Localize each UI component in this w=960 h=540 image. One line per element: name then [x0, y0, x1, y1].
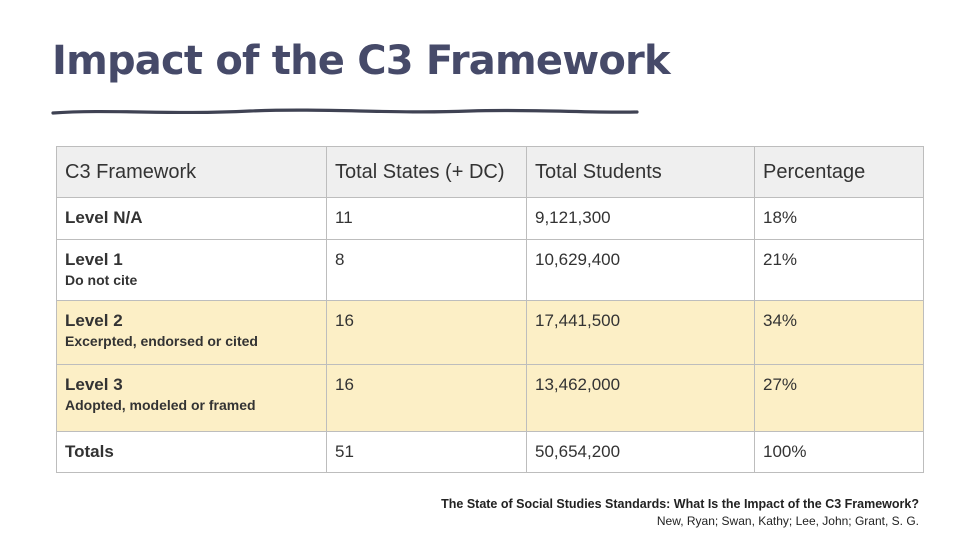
level-cell: [57, 198, 327, 240]
level-cell: [57, 240, 327, 301]
totals-label: Totals: [65, 442, 114, 461]
states-cell: 16: [327, 365, 527, 432]
level-cell: [57, 432, 327, 473]
students-cell: 13,462,000: [527, 365, 755, 432]
students-cell: 9,121,300: [527, 198, 755, 240]
header-total-students: Total Students: [527, 147, 755, 198]
level-note: Excerpted, endorsed or cited: [65, 333, 258, 349]
source-citation: [441, 496, 919, 530]
level-note: Do not cite: [65, 272, 138, 288]
level-cell: [57, 301, 327, 365]
c3-framework-table: [56, 146, 924, 473]
table-row-totals: [57, 432, 924, 473]
states-cell: 11: [327, 198, 527, 240]
states-cell: 16: [327, 301, 527, 365]
slide-title: Impact of the C3 Framework: [52, 38, 670, 84]
table-header-row: [57, 147, 924, 198]
citation-title: The State of Social Studies Standards: What Is the Impact of the C3 Framework?: [441, 497, 919, 511]
percentage-cell: 18%: [755, 198, 924, 240]
level-label: Level 3: [65, 375, 123, 394]
header-percentage: Percentage: [755, 147, 924, 198]
header-c3-framework: C3 Framework: [57, 147, 327, 198]
students-cell: 50,654,200: [527, 432, 755, 473]
states-cell: 8: [327, 240, 527, 301]
level-label: Level 2: [65, 311, 123, 330]
title-underline: [50, 102, 640, 122]
students-cell: 10,629,400: [527, 240, 755, 301]
percentage-cell: 100%: [755, 432, 924, 473]
table-row-level-2: [57, 301, 924, 365]
table-row-level-1: [57, 240, 924, 301]
students-cell: 17,441,500: [527, 301, 755, 365]
states-cell: 51: [327, 432, 527, 473]
percentage-cell: 34%: [755, 301, 924, 365]
percentage-cell: 27%: [755, 365, 924, 432]
table-row-level-3: [57, 365, 924, 432]
level-cell: [57, 365, 327, 432]
percentage-cell: 21%: [755, 240, 924, 301]
level-label: Level 1: [65, 250, 123, 269]
header-total-states: Total States (+ DC): [327, 147, 527, 198]
table-row-level-na: [57, 198, 924, 240]
citation-authors: New, Ryan; Swan, Kathy; Lee, John; Grant, S. G.: [656, 514, 919, 528]
level-label: Level N/A: [65, 208, 143, 227]
level-note: Adopted, modeled or framed: [65, 397, 256, 413]
